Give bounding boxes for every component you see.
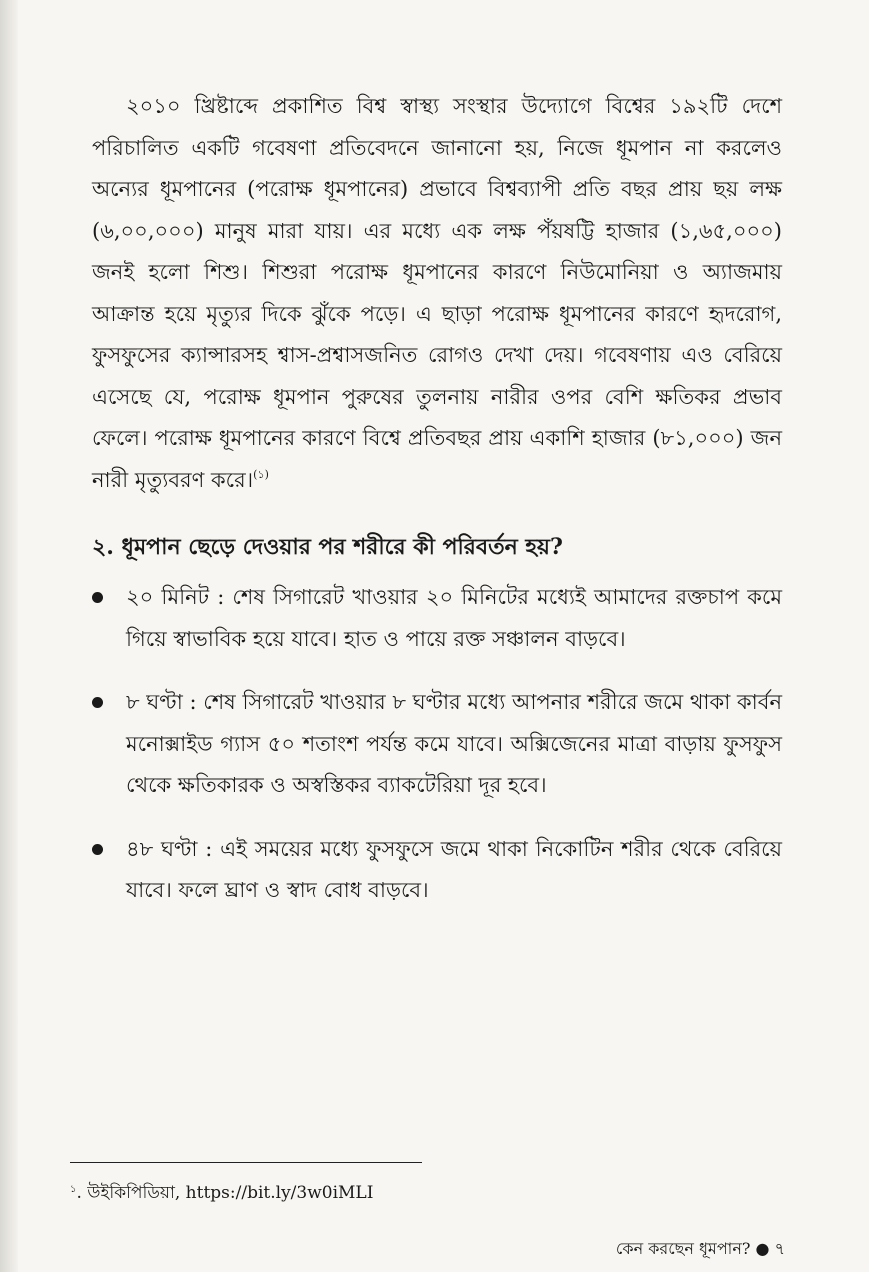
bullet-icon (92, 844, 103, 855)
list-item (92, 682, 782, 807)
bullet-icon (92, 697, 103, 708)
footnote-marker: ১ (70, 1184, 77, 1195)
page-binding-edge (0, 0, 18, 1272)
list-item-text: ২০ মিনিট : শেষ সিগারেট খাওয়ার ২০ মিনিটের মধ্যেই আমাদের রক্তচাপ কমে গিয়ে স্বাভাবিক হয়ে যাবে। হাত ও পায়ে রক্ত সঞ্চালন বাড়বে। (126, 585, 782, 651)
footnote-reference[interactable]: (১) (253, 467, 269, 481)
footnote-text: . উইকিপিডিয়া, https://bit.ly/3w0iMLI (76, 1183, 374, 1203)
list-item-text: ৪৮ ঘণ্টা : এই সময়ের মধ্যে ফুসফুসে জমে থাকা নিকোটিন শরীর থেকে বেরিয়ে যাবে। ফলে ঘ্রাণ ও স্বাদ বোধ বাড়বে। (126, 836, 782, 902)
page-content (92, 86, 782, 934)
intro-paragraph-text: ২০১০ খ্রিষ্টাব্দে প্রকাশিত বিশ্ব স্বাস্থ্য সংস্থার উদ্যোগে বিশ্বের ১৯২টি দেশে পরিচালিত একটি গবেষণা প্রতিবেদনে জানানো হয়, নিজে ধূমপান না করলেও অন্যের ধূমপানের (পরোক্ষ ধূমপানের) প্রভাবে বিশ্বব্যাপী প্রতি বছর প্রায় ছয় লক্ষ (৬,০০,০০০) মানুষ মারা যায়। এর মধ্যে এক লক্ষ পঁয়ষট্টি হাজার (১,৬৫,০০০) জনই হলো শিশু। শিশুরা পরোক্ষ ধূমপানের কারণে নিউমোনিয়া ও অ্যাজমায় আক্রান্ত হয়ে মৃত্যুর দিকে ঝুঁকে পড়ে। এ ছাড়া পরোক্ষ ধূমপানের কারণে হৃদরোগ, ফুসফুসের ক্যান্সারসহ শ্বাস-প্রশ্বাসজনিত রোগও দেখা দেয়। গবেষণায় এও বেরিয়ে এসেছে যে, পরোক্ষ ধূমপান পুরুষের তুলনায় নারীর ওপর বেশি ক্ষতিকর প্রভাব ফেলে। পরোক্ষ ধূমপানের কারণে বিশ্বে প্রতিবছর প্রায় একাশি হাজার (৮১,০০০) জন নারী মৃত্যুবরণ করে। (92, 94, 782, 492)
bullet-icon (92, 592, 103, 603)
list-item-text: ৮ ঘণ্টা : শেষ সিগারেট খাওয়ার ৮ ঘণ্টার মধ্যে আপনার শরীরে জমে থাকা কার্বন মনোক্সাইড গ্যাস ৫০ শতাংশ পর্যন্ত কমে যাবে। অক্সিজেনের মাত্রা বাড়ায় ফুসফুস থেকে ক্ষতিকারক ও অস্বস্তিকর ব্যাকটেরিয়া দূর হবে। (126, 690, 782, 797)
footnote-divider (70, 1162, 422, 1163)
intro-paragraph (92, 86, 782, 501)
running-footer: কেন করছেন ধূমপান? ● ৭ (615, 1239, 785, 1258)
footnote (70, 1178, 770, 1205)
list-item (92, 829, 782, 912)
bullet-list (92, 577, 782, 912)
section-heading: ২. ধূমপান ছেড়ে দেওয়ার পর শরীরে কী পরিবর্তন হয়? (92, 534, 563, 560)
list-item (92, 577, 782, 660)
